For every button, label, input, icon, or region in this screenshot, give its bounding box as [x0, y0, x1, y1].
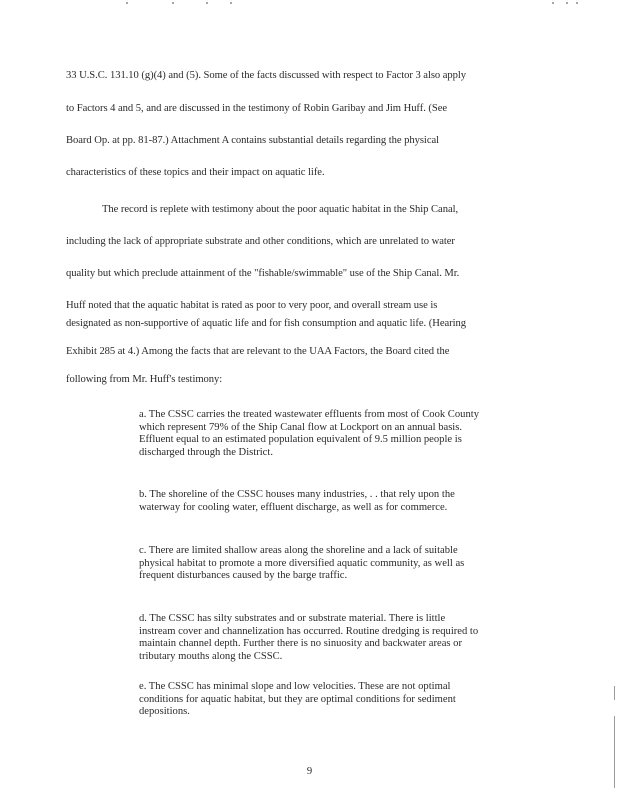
block-quote-b [139, 489, 484, 514]
paragraph-1-line: to Factors 4 and 5, and are discussed in the testimony of Robin Garibay and Jim Huff. (See [66, 103, 448, 114]
block-quote-e [139, 681, 484, 719]
paragraph-2-line: including the lack of appropriate substrate and other conditions, which are unrelated to water [66, 236, 455, 247]
page-number: 9 [306, 766, 313, 777]
scan-edge-mark [614, 686, 615, 700]
paragraph-2-line: designated as non-supportive of aquatic life and for fish consumption and aquatic life. (Hearing [66, 318, 466, 329]
block-quote-a [139, 409, 484, 460]
block-quote-d [139, 613, 484, 664]
paragraph-2-line: The record is replete with testimony about the poor aquatic habitat in the Ship Canal, [102, 204, 459, 215]
block-quote-c [139, 545, 484, 583]
quote-text: b. The shoreline of the CSSC houses many industries, . . that rely upon the waterway for cooling water, effluent discharge, as well as for commerce. [139, 489, 455, 513]
paragraph-2-line: Exhibit 285 at 4.) Among the facts that are relevant to the UAA Factors, the Board cited the [66, 346, 450, 357]
paragraph-1-line: characteristics of these topics and their impact on aquatic life. [66, 167, 325, 178]
paragraph-2-line: Huff noted that the aquatic habitat is rated as poor to very poor, and overall stream use is [66, 300, 438, 311]
scan-artifact-marks [120, 2, 580, 8]
paragraph-2-line: following from Mr. Huff's testimony: [66, 374, 223, 385]
quote-text: a. The CSSC carries the treated wastewater effluents from most of Cook County which represent 79% of the Ship Canal flow at Lockport on an annual basis. Effluent equal to an estimated population equivalent of 9.5 million people is discharged through the District. [139, 409, 480, 459]
scan-edge-mark [614, 716, 615, 788]
quote-text: e. The CSSC has minimal slope and low velocities. These are not optimal conditions for aquatic habitat, but they are optimal conditions for sediment depositions. [139, 681, 456, 718]
paragraph-1-line: Board Op. at pp. 81-87.) Attachment A contains substantial details regarding the physical [66, 135, 440, 146]
paragraph-1-line: 33 U.S.C. 131.10 (g)(4) and (5). Some of the facts discussed with respect to Factor 3 also apply [66, 70, 467, 81]
quote-text: d. The CSSC has silty substrates and or substrate material. There is little instream cover and channelization has occurred. Routine dredging is required to maintain channel depth. Further there is no sinuosity and backwater areas or tributary mouths along the CSSC. [139, 613, 479, 663]
quote-text: c. There are limited shallow areas along the shoreline and a lack of suitable physical habitat to promote a more diversified aquatic community, as well as frequent disturbances caused by the barge traffic. [139, 545, 465, 582]
paragraph-2-line: quality but which preclude attainment of the "fishable/swimmable" use of the Ship Canal. Mr. [66, 268, 460, 279]
